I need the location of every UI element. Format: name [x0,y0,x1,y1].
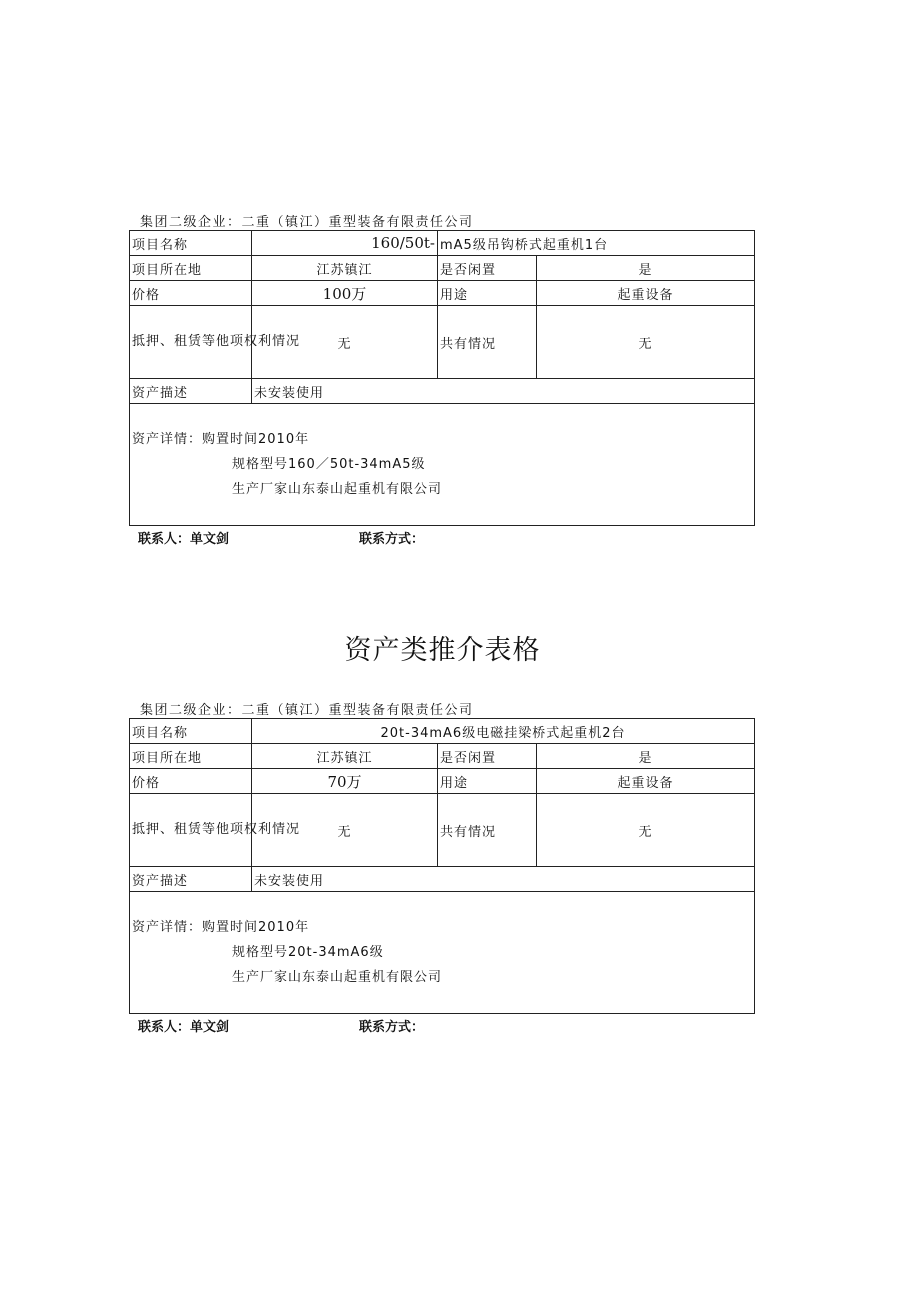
details-label: 资产详情： [132,920,203,935]
description-label: 资产描述 [130,379,252,404]
details-label: 资产详情： [132,432,203,447]
enterprise-label: 集团二级企业： [140,703,242,718]
section-title: 资产类推介表格 [344,635,541,666]
contact-person-2 [138,1016,229,1035]
row-details [130,892,755,1014]
location-value: 江苏镇江 [252,744,438,769]
location-value: 江苏镇江 [252,256,438,281]
contact-method-label: 联系方式： [359,1020,425,1035]
details-maker: 生产厂家山东泰山起重机有限公司 [232,970,443,985]
usage-value: 起重设备 [537,281,755,306]
project-name-value: 20t-34mA6级电磁挂梁桥式起重机2台 [252,719,755,744]
enterprise-line-1 [140,211,474,230]
details-maker: 生产厂家山东泰山起重机有限公司 [232,482,443,497]
usage-label: 用途 [438,281,537,306]
details-spec: 规格型号160／50t-34mA5级 [232,457,426,472]
encumbrance-value: 无 [252,306,438,379]
project-name-label: 项目名称 [130,719,252,744]
enterprise-label: 集团二级企业： [140,215,242,230]
row-encumbrance [130,794,755,867]
project-name-label: 项目名称 [130,231,252,256]
encumbrance-label: 抵押、租赁等他项权利情况 [130,794,252,867]
details-purchase: 购置时间2010年 [202,432,310,447]
idle-value: 是 [537,744,755,769]
encumbrance-value: 无 [252,794,438,867]
contact-method-1 [359,528,424,547]
co-ownership-label: 共有情况 [438,794,537,867]
idle-label: 是否闲置 [438,256,537,281]
usage-label: 用途 [438,769,537,794]
asset-table-2 [129,718,755,1014]
co-ownership-value: 无 [537,794,755,867]
usage-value: 起重设备 [537,769,755,794]
contact-person-label: 联系人： [138,1020,191,1035]
project-name-value-part2: mA5级吊钩桥式起重机1台 [438,231,755,256]
project-name-value-part1: 160/50t- [252,231,438,256]
row-price [130,769,755,794]
co-ownership-value: 无 [537,306,755,379]
contact-person-value: 单文剑 [190,532,230,547]
idle-value: 是 [537,256,755,281]
row-details [130,404,755,526]
price-label: 价格 [130,281,252,306]
description-value: 未安装使用 [252,379,755,404]
location-label: 项目所在地 [130,256,252,281]
encumbrance-label: 抵押、租赁等他项权利情况 [130,306,252,379]
contact-method-2 [359,1016,424,1035]
row-project-name [130,719,755,744]
contact-person-label: 联系人： [138,532,191,547]
details-cell [130,892,755,1014]
price-value: 70万 [252,769,438,794]
details-purchase-line [132,427,752,452]
row-location [130,256,755,281]
row-location [130,744,755,769]
details-cell [130,404,755,526]
enterprise-name: 二重（镇江）重型装备有限责任公司 [241,703,474,718]
details-spec: 规格型号20t-34mA6级 [232,945,384,960]
price-value: 100万 [252,281,438,306]
details-purchase: 购置时间2010年 [202,920,310,935]
co-ownership-label: 共有情况 [438,306,537,379]
description-value: 未安装使用 [252,867,755,892]
description-label: 资产描述 [130,867,252,892]
row-description [130,867,755,892]
contact-method-label: 联系方式： [359,532,425,547]
row-encumbrance [130,306,755,379]
row-price [130,281,755,306]
location-label: 项目所在地 [130,744,252,769]
idle-label: 是否闲置 [438,744,537,769]
row-project-name [130,231,755,256]
contact-person-value: 单文剑 [190,1020,230,1035]
price-label: 价格 [130,769,252,794]
enterprise-line-2 [140,699,474,718]
details-purchase-line [132,915,752,940]
enterprise-name: 二重（镇江）重型装备有限责任公司 [241,215,474,230]
asset-table-1 [129,230,755,526]
row-description [130,379,755,404]
contact-person-1 [138,528,229,547]
